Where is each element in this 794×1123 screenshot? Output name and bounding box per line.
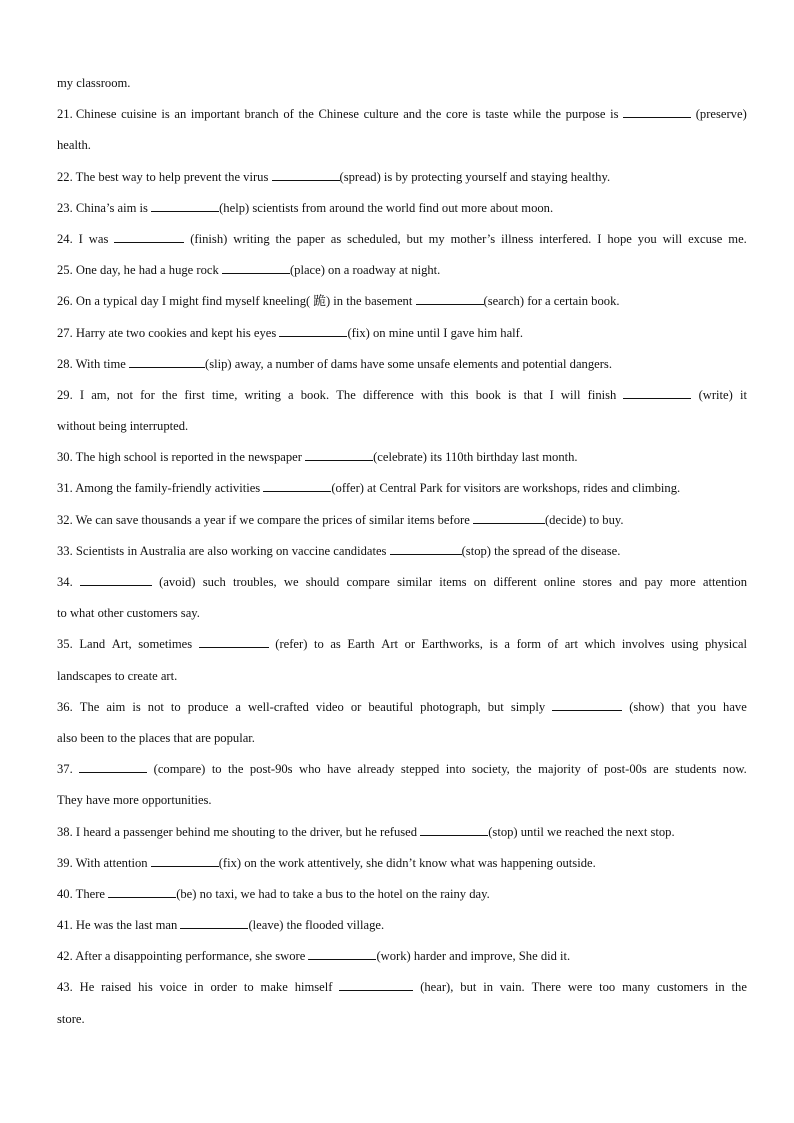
text-line — [57, 72, 747, 103]
text-segment: physical — [705, 637, 747, 652]
text-line — [57, 228, 747, 259]
text-segment: form — [516, 637, 542, 652]
text-line — [57, 540, 747, 571]
text-segment: customers — [656, 980, 709, 995]
text-segment: 34. — [57, 575, 73, 589]
text-segment: also been to the places that are popular. — [57, 730, 255, 745]
text-segment: is — [161, 107, 170, 122]
text-segment: that — [523, 387, 543, 402]
text-segment: (hear), — [420, 980, 454, 995]
answer-blank[interactable] — [623, 105, 691, 118]
text-line — [57, 197, 747, 228]
text-segment: is — [472, 107, 481, 122]
answer-blank[interactable] — [473, 511, 545, 524]
text-segment: They have more opportunities. — [57, 793, 212, 808]
text-segment: photograph, — [420, 699, 481, 714]
text-segment: (celebrate) its 110th birthday last month. — [373, 450, 578, 465]
text-segment: stepped — [400, 762, 440, 777]
text-segment: video — [315, 699, 344, 714]
text-segment: book. — [300, 387, 330, 402]
text-segment: have — [723, 699, 747, 714]
answer-blank[interactable] — [263, 479, 331, 492]
answer-blank[interactable] — [129, 355, 205, 368]
text-segment: order — [210, 980, 238, 995]
text-segment: more — [669, 575, 696, 589]
text-segment: my classroom. — [57, 76, 131, 90]
text-segment: 22. The best way to help prevent the virus — [57, 169, 272, 184]
text-line — [57, 322, 747, 353]
text-segment: the — [275, 231, 291, 246]
answer-blank[interactable] — [623, 386, 691, 399]
text-segment: or — [404, 637, 416, 652]
text-segment: finish — [587, 387, 617, 402]
text-segment: 28. With time — [57, 356, 130, 371]
text-line — [57, 384, 747, 415]
text-segment: writing — [244, 387, 281, 402]
answer-blank[interactable] — [339, 978, 413, 991]
text-segment: 24. — [57, 231, 73, 246]
text-segment: 38. I heard a passenger behind me shouting to the driver, but he refused — [57, 824, 421, 839]
text-segment: on — [473, 575, 487, 589]
text-segment: interfered. — [539, 231, 592, 246]
text-segment: sometimes — [138, 637, 193, 652]
text-segment: similar — [397, 575, 433, 589]
text-segment: Art — [381, 637, 399, 652]
text-segment: aim — [106, 699, 126, 714]
text-segment: 29. — [57, 387, 73, 402]
text-segment: is — [610, 107, 619, 122]
text-line — [57, 976, 747, 1007]
text-segment: 37. — [57, 762, 73, 777]
text-segment: is — [132, 699, 141, 714]
answer-blank[interactable] — [272, 168, 340, 181]
text-segment: an — [174, 107, 187, 122]
text-segment: with — [420, 387, 444, 402]
answer-blank[interactable] — [108, 885, 176, 898]
text-segment: The — [79, 699, 100, 714]
text-segment: 25. One day, he had a huge rock — [57, 263, 222, 278]
text-segment: (compare) — [153, 762, 206, 777]
text-segment: will — [662, 231, 683, 246]
text-segment: have — [327, 762, 351, 777]
text-segment: There — [531, 980, 561, 995]
answer-blank[interactable] — [552, 698, 622, 711]
text-segment: (write) — [698, 387, 733, 402]
text-line — [57, 353, 747, 384]
text-line — [57, 103, 747, 134]
text-segment: compare — [346, 575, 390, 589]
text-segment: himself — [294, 980, 333, 995]
text-segment: stores — [582, 575, 612, 589]
text-line — [57, 602, 747, 633]
text-segment: post-90s — [249, 762, 293, 777]
text-segment: who — [299, 762, 321, 777]
text-segment: important — [190, 107, 240, 122]
text-segment: troubles, — [232, 575, 277, 589]
text-segment: without being interrupted. — [57, 419, 189, 434]
text-line — [57, 446, 747, 477]
text-segment: items — [439, 575, 467, 589]
text-segment: (leave) the flooded village. — [248, 918, 385, 933]
text-segment: that — [671, 699, 691, 714]
text-segment: I — [78, 231, 83, 246]
answer-blank[interactable] — [199, 635, 269, 648]
text-segment: Chinese — [318, 107, 360, 122]
answer-blank[interactable] — [114, 230, 184, 243]
text-segment: society, — [471, 762, 510, 777]
text-segment: to — [243, 980, 254, 995]
text-segment: voice — [159, 980, 187, 995]
text-segment: his — [138, 980, 153, 995]
answer-blank[interactable] — [151, 199, 219, 212]
text-segment: vain. — [499, 980, 525, 995]
text-segment: The — [336, 387, 356, 402]
text-segment: landscapes to create art. — [57, 668, 178, 683]
text-segment: to — [211, 762, 222, 777]
text-segment: it — [739, 387, 747, 402]
text-segment: cuisine — [121, 107, 157, 122]
text-segment: a — [288, 387, 294, 402]
text-line — [57, 571, 747, 602]
text-segment: (slip) away, a number of dams have some unsafe elements and potential dangers. — [205, 356, 612, 371]
text-segment: I — [549, 387, 554, 402]
text-segment: store. — [57, 1011, 85, 1026]
answer-blank[interactable] — [416, 292, 484, 305]
text-segment: will — [560, 387, 581, 402]
text-segment: of — [587, 762, 598, 777]
text-segment: but — [460, 980, 477, 995]
text-segment: 32. We can save thousands a year if we compare the prices of similar items before — [57, 512, 473, 527]
text-segment: (offer) at Central Park for visitors are workshops, rides and climbing. — [331, 481, 681, 496]
text-segment: Art, — [111, 637, 132, 652]
text-segment: (refer) — [275, 637, 308, 652]
text-line — [57, 696, 747, 727]
text-segment: the — [731, 980, 747, 995]
text-line — [57, 633, 747, 664]
text-segment: simply — [510, 699, 546, 714]
text-segment: to — [170, 699, 181, 714]
text-segment: a — [235, 699, 241, 714]
text-segment: culture — [363, 107, 399, 122]
text-segment: 41. He was the last man — [57, 918, 181, 933]
text-segment: the — [161, 387, 178, 402]
text-segment: the — [545, 107, 561, 122]
text-line — [57, 415, 747, 446]
text-segment: already — [357, 762, 395, 777]
text-segment: of — [547, 637, 559, 652]
text-segment: am, — [91, 387, 110, 402]
text-segment: (stop) the spread of the disease. — [461, 543, 621, 558]
text-segment: while — [513, 107, 541, 122]
text-segment: book — [475, 387, 501, 402]
text-segment: and — [403, 107, 422, 122]
text-segment: you — [637, 231, 657, 246]
text-segment: 36. — [57, 699, 73, 714]
text-segment: (search) for a certain book. — [483, 294, 620, 309]
text-segment: my — [428, 231, 445, 246]
text-segment: post-00s — [604, 762, 647, 777]
text-segment: many — [622, 980, 651, 995]
text-segment: a — [504, 637, 511, 652]
text-segment: 21. Chinese — [57, 107, 117, 122]
text-segment: to — [313, 637, 324, 652]
text-segment: using — [671, 637, 699, 652]
text-segment: hope — [607, 231, 632, 246]
text-segment: (preserve) — [695, 107, 747, 122]
text-segment: this — [450, 387, 469, 402]
text-segment: 30. The high school is reported in the newspaper — [57, 450, 306, 465]
text-line — [57, 914, 747, 945]
text-segment: 40. There — [57, 886, 109, 901]
text-segment: He — [79, 980, 95, 995]
text-segment: we — [283, 575, 299, 589]
text-line — [57, 477, 747, 508]
text-segment: online — [543, 575, 576, 589]
text-segment: the — [228, 762, 244, 777]
text-segment: which — [584, 637, 616, 652]
text-segment: Land — [79, 637, 106, 652]
text-segment: you — [697, 699, 717, 714]
text-segment: of — [283, 107, 294, 122]
text-line — [57, 789, 747, 820]
text-line — [57, 509, 747, 540]
text-segment: raised — [101, 980, 132, 995]
text-segment: purpose — [565, 107, 606, 122]
answer-blank[interactable] — [420, 823, 488, 836]
text-segment: (stop) until we reached the next stop. — [488, 824, 675, 839]
text-segment: not — [147, 699, 164, 714]
text-segment: (show) — [629, 699, 665, 714]
text-segment: for — [140, 387, 155, 402]
text-segment: but — [406, 231, 423, 246]
text-segment: pay — [644, 575, 663, 589]
text-segment: writing — [233, 231, 270, 246]
text-segment: Earthworks, — [421, 637, 483, 652]
answer-blank[interactable] — [308, 947, 376, 960]
answer-blank[interactable] — [305, 448, 373, 461]
text-segment: attention — [702, 575, 747, 589]
text-segment: 33. Scientists in Australia are also working on vaccine candidates — [57, 543, 390, 558]
text-segment: 39. With attention — [57, 855, 151, 870]
text-segment: different — [493, 575, 537, 589]
text-segment: me. — [728, 231, 747, 246]
text-segment: Earth — [347, 637, 375, 652]
text-segment: scheduled, — [347, 231, 401, 246]
text-segment: (avoid) — [159, 575, 196, 589]
text-segment: 26. On a typical day I might find myself kneeling( 跪) in the basement — [57, 294, 416, 309]
text-line — [57, 883, 747, 914]
text-segment: were — [567, 980, 593, 995]
text-segment: I — [597, 231, 602, 246]
text-segment: 35. — [57, 637, 73, 652]
text-segment: well-crafted — [247, 699, 309, 714]
text-segment: difference — [362, 387, 414, 402]
text-line — [57, 727, 747, 758]
text-segment: is — [508, 387, 517, 402]
text-line — [57, 1008, 747, 1039]
text-segment: excuse — [688, 231, 723, 246]
text-segment: I — [79, 387, 85, 402]
text-segment: (help) scientists from around the world find out more about moon. — [219, 200, 554, 215]
text-segment: should — [305, 575, 340, 589]
text-line — [57, 290, 747, 321]
text-line — [57, 665, 747, 696]
text-segment: taste — [485, 107, 509, 122]
text-line — [57, 821, 747, 852]
text-segment: mother’s — [450, 231, 496, 246]
text-segment: branch — [244, 107, 279, 122]
text-line — [57, 134, 747, 165]
text-segment: the — [298, 107, 314, 122]
text-segment: (fix) on mine until I gave him half. — [347, 325, 524, 340]
text-segment: (spread) is by protecting yourself and staying healthy. — [339, 169, 611, 184]
text-segment: core — [446, 107, 468, 122]
text-segment: the — [516, 762, 532, 777]
answer-blank[interactable] — [180, 916, 248, 929]
text-line — [57, 166, 747, 197]
text-segment: (place) on a roadway at night. — [289, 263, 441, 278]
text-segment: as — [330, 637, 341, 652]
answer-blank[interactable] — [279, 324, 347, 337]
text-segment: but — [487, 699, 504, 714]
text-segment: 31. Among the family-friendly activities — [57, 481, 264, 496]
text-segment: 23. China’s aim is — [57, 200, 152, 215]
exercise-list — [57, 72, 747, 1039]
text-line — [57, 259, 747, 290]
text-segment: students — [675, 762, 717, 777]
text-segment: as — [330, 231, 342, 246]
text-segment: beautiful — [368, 699, 414, 714]
text-segment: to what other customers say. — [57, 606, 200, 621]
text-segment: are — [653, 762, 669, 777]
text-segment: and — [619, 575, 638, 589]
text-segment: (decide) to buy. — [544, 512, 624, 527]
text-segment: was — [88, 231, 109, 246]
answer-blank[interactable] — [222, 261, 290, 274]
text-segment: now. — [722, 762, 747, 777]
text-segment: in — [483, 980, 494, 995]
text-segment: the — [426, 107, 442, 122]
text-segment: involves — [621, 637, 665, 652]
text-segment: 42. After a disappointing performance, she swore — [57, 949, 309, 964]
text-segment: paper — [296, 231, 325, 246]
text-segment: not — [116, 387, 133, 402]
text-segment: (be) no taxi, we had to take a bus to the hotel on the rainy day. — [176, 886, 490, 901]
text-segment: art — [564, 637, 578, 652]
text-segment: in — [193, 980, 204, 995]
text-segment: first — [184, 387, 205, 402]
text-segment: produce — [187, 699, 229, 714]
text-segment: (work) harder and improve, She did it. — [376, 949, 571, 964]
answer-blank[interactable] — [79, 760, 147, 773]
text-segment: into — [445, 762, 466, 777]
text-segment: such — [202, 575, 226, 589]
text-segment: is — [489, 637, 498, 652]
text-segment: make — [260, 980, 288, 995]
answer-blank[interactable] — [80, 573, 152, 586]
text-segment: too — [599, 980, 616, 995]
text-segment: (fix) on the work attentively, she didn’t know what was happening outside. — [218, 855, 596, 870]
text-line — [57, 852, 747, 883]
text-segment: (finish) — [190, 231, 228, 246]
text-segment: 43. — [57, 980, 73, 995]
answer-blank[interactable] — [390, 542, 462, 555]
text-segment: time, — [211, 387, 238, 402]
text-segment: 27. Harry ate two cookies and kept his eyes — [57, 325, 280, 340]
answer-blank[interactable] — [151, 854, 219, 867]
text-line — [57, 945, 747, 976]
text-segment: majority — [538, 762, 581, 777]
text-segment: illness — [501, 231, 534, 246]
text-segment: or — [350, 699, 362, 714]
text-line — [57, 758, 747, 789]
text-segment: health. — [57, 138, 91, 153]
text-segment: in — [714, 980, 725, 995]
